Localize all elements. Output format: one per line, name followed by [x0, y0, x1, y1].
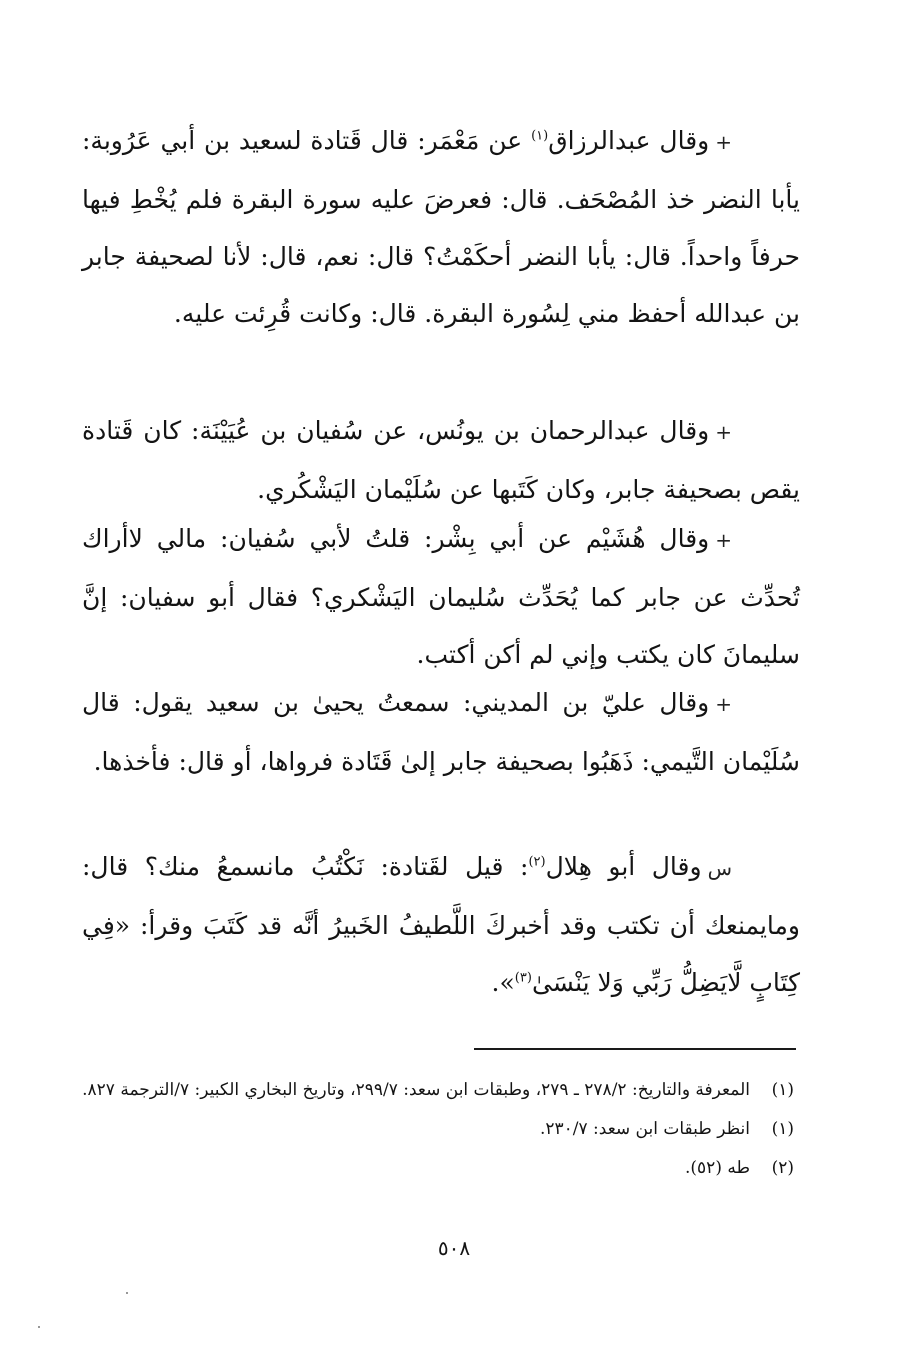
paragraph-4	[82, 674, 800, 790]
paragraph-5-text-b: : قيل لقَتادة: نَكْتُبُ مانسمعُ منك؟ قال: ومايمنعك أن تكتب وقد أخبركَ اللَّطيفُ الخَبيرُ أنَّه قد كَتَبَ وقرأ: «فِي كِتَابٍ لَّايَضِلُّ رَبِّي وَلا يَنْسَىٰ	[82, 852, 800, 997]
paragraph-5-text-c: ».	[491, 968, 515, 997]
paragraph-2-text: وقال عبدالرحمان بن يونُس، عن سُفيان بن عُيَيْنَة: كان قَتادة يقص بصحيفة جابر، وكان كَتَبها عن سُلَيْمان اليَشْكُري.	[82, 416, 800, 504]
footnotes	[82, 1074, 794, 1191]
footnote-separator	[474, 1048, 796, 1050]
page-number: ٥٠٨	[437, 1236, 471, 1260]
paragraph-1-text-a: وقال عبدالرزاق	[548, 126, 710, 155]
paragraph-4-text: وقال عليّ بن المديني: سمعتُ يحيىٰ بن سعيد يقول: قال سُلَيْمان التَّيمي: ذَهَبُوا بصحيفة جابر إلىٰ قَتَادة فرواها، أو قال: فأخذها.	[82, 688, 800, 776]
footnote-number: (٢)	[771, 1158, 794, 1178]
footnote-item	[82, 1113, 794, 1146]
margin-mark-icon: +	[715, 420, 732, 444]
footnote-item	[82, 1152, 794, 1185]
margin-mark-icon: س	[707, 856, 732, 880]
footnote-ref-1: (١)	[531, 128, 549, 144]
footnote-ref-3: (٣)	[514, 970, 532, 986]
footnote-number: (١)	[771, 1080, 794, 1100]
footnote-ref-2: (٢)	[528, 854, 546, 870]
footnote-text: انظر طبقات ابن سعد: ٢٣٠/٧.	[539, 1119, 750, 1139]
paragraph-3	[82, 510, 800, 683]
scan-speck	[126, 1292, 128, 1294]
paragraph-2	[82, 402, 800, 518]
footnote-item	[82, 1074, 794, 1107]
paragraph-5-text-a: وقال أبو هِلال	[545, 852, 702, 881]
scan-speck	[38, 1326, 40, 1328]
footnote-number: (١)	[771, 1119, 794, 1139]
paragraph-5	[82, 838, 800, 1011]
paragraph-1	[82, 112, 800, 342]
footnote-text: طه (٥٢).	[685, 1158, 750, 1178]
margin-mark-icon: +	[715, 130, 732, 154]
footnote-text: المعرفة والتاريخ: ٢٧٨/٢ ـ ٢٧٩، وطبقات ابن سعد: ٢٩٩/٧، وتاريخ البخاري الكبير: ٧/الترجمة ٨٢٧.	[82, 1080, 750, 1100]
margin-mark-icon: +	[715, 692, 732, 716]
paragraph-1-text-b: عن مَعْمَر: قال قَتادة لسعيد بن أبي عَرُوبة: يأبا النضر خذ المُصْحَف. قال: فعرضَ عليه سورة البقرة فلم يُخْطِ فيها حرفاً واحداً. قال: يأبا النضر أحكَمْتُ؟ قال: نعم، قال: لأنا لصحيفة جابر بن عبدالله أحفظ مني لِسُورة البقرة. قال: وكانت قُرِئت عليه.	[82, 126, 800, 328]
paragraph-3-text: وقال هُشَيْم عن أبي بِشْر: قلتُ لأبي سُفيان: مالي لاأراك تُحدِّث عن جابر كما يُحَدِّث سُليمان اليَشْكري؟ فقال أبو سفيان: إنَّ سليمانَ كان يكتب وإني لم أكن أكتب.	[82, 524, 800, 669]
margin-mark-icon: +	[715, 528, 732, 552]
